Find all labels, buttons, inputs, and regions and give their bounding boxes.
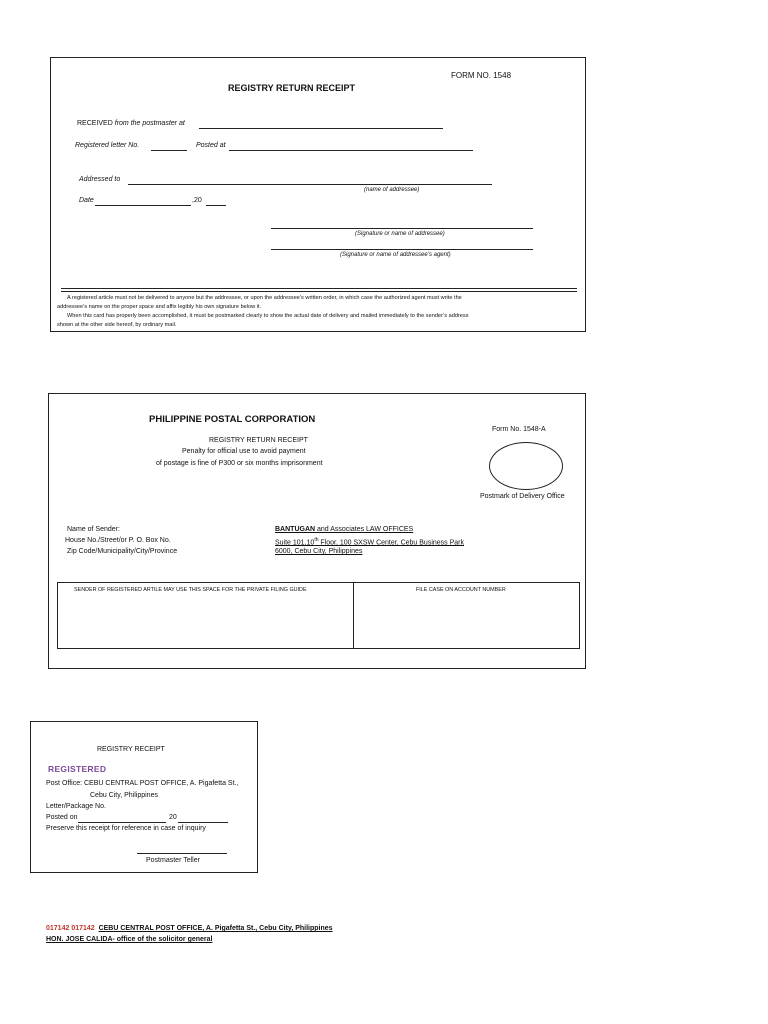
registered-letter-label: Registered letter No. xyxy=(75,142,140,149)
form-title: REGISTRY RETURN RECEIPT xyxy=(209,437,308,444)
filing-box-divider xyxy=(353,583,354,648)
sender-name-bold: BANTUGAN xyxy=(275,526,316,533)
addressee-signature-line[interactable] xyxy=(271,228,533,229)
signature-addressee-caption: (Signature or name of addressee) xyxy=(355,231,445,237)
footer-addressee: HON. JOSE CALIDA- office of the solicitor general xyxy=(46,936,213,943)
tracking-number-2: 017142 xyxy=(71,925,95,932)
form-number: Form No. 1548-A xyxy=(492,426,546,433)
form-title: REGISTRY RETURN RECEIPT xyxy=(228,83,356,93)
organization-name: PHILIPPINE POSTAL CORPORATION xyxy=(149,414,316,425)
teller-signature-line[interactable] xyxy=(137,853,227,854)
signature-agent-caption: (Signature or name of addressee’s agent) xyxy=(340,252,451,258)
notice-line-3: When this card has properly been accomplished, it must be postmarked clearly to show the actual date of delivery and mailed immediately to the sender’s address xyxy=(67,313,469,319)
post-office-line: Post Office: CEBU CENTRAL POST OFFICE, A. Pigafetta St., xyxy=(46,780,239,787)
postmark-oval xyxy=(489,442,563,490)
date-line[interactable] xyxy=(95,205,191,206)
penalty-line-1: Penalty for official use to avoid payment xyxy=(182,448,306,455)
posted-at-line[interactable] xyxy=(229,150,473,151)
penalty-line-2: of postage is fine of P300 or six months imprisonment xyxy=(156,460,323,467)
registered-letter-line[interactable] xyxy=(151,150,187,151)
sender-name-value xyxy=(275,526,413,533)
year-line[interactable] xyxy=(206,205,226,206)
sender-name-rest: and Associates LAW OFFICES xyxy=(315,526,414,533)
sender-addr-start: Suite 101,10 xyxy=(275,539,315,547)
filing-box[interactable] xyxy=(57,582,580,649)
teller-caption: Postmaster Teller xyxy=(146,857,200,864)
footer-line-1 xyxy=(46,925,333,932)
posted-year: 20 xyxy=(169,814,177,821)
received-rest: from the postmaster at xyxy=(114,120,185,127)
registry-return-receipt-form-1548a xyxy=(48,393,586,669)
divider-top xyxy=(61,288,577,289)
receipt-title: REGISTRY RECEIPT xyxy=(97,746,165,753)
filing-guide-text: SENDER OF REGISTERED ARTILE MAY USE THIS SPACE FOR THE PRIVATE FILING GUIDE xyxy=(74,587,307,593)
sender-zip-label: Zip Code/Municipality/City/Province xyxy=(67,548,178,555)
footer-address: CEBU CENTRAL POST OFFICE, A. Pigafetta St., Cebu City, Philippines xyxy=(98,925,333,932)
preserve-note: Preserve this receipt for reference in case of inquiry xyxy=(46,825,206,832)
posted-on-line[interactable] xyxy=(78,822,166,823)
addressed-to-line[interactable] xyxy=(128,184,492,185)
divider-bottom xyxy=(61,291,577,292)
agent-signature-line[interactable] xyxy=(271,249,533,250)
sender-street-label: House No./Street/or P. O. Box No. xyxy=(65,537,171,544)
sender-name-label: Name of Sender: xyxy=(67,526,120,533)
registry-receipt xyxy=(30,721,258,873)
form-number: FORM NO. 1548 xyxy=(451,71,512,80)
addressed-to-label: Addressed to xyxy=(79,176,121,183)
received-row xyxy=(77,120,185,127)
posted-at-label: Posted at xyxy=(196,142,226,149)
postmark-caption: Postmark of Delivery Office xyxy=(480,493,565,500)
sender-street-value xyxy=(275,537,464,546)
posted-year-line[interactable] xyxy=(178,822,228,823)
notice-line-2: addressee’s name on the proper space and affix legibly his own signature below it. xyxy=(57,304,262,310)
post-office-city: Cebu City, Philippines xyxy=(90,792,158,799)
notice-line-1: A registered article must not be delivered to anyone but the addressee, or upon the addressee’s written order, in which case the authorized agent must write the xyxy=(67,295,462,301)
posted-on-label: Posted on xyxy=(46,814,78,821)
sender-addr-end: Floor, 100 SXSW Center, Cebu Business Park xyxy=(318,539,464,547)
date-label: Date xyxy=(79,197,94,204)
received-label: RECEIVED xyxy=(77,120,113,127)
file-case-text: FILE CASE ON ACCOUNT NUMBER xyxy=(416,587,506,593)
tracking-number-1: 017142 xyxy=(46,925,70,932)
letter-package-label: Letter/Package No. xyxy=(46,803,106,810)
registered-stamp: REGISTERED xyxy=(48,764,107,774)
registry-return-receipt-form-1548 xyxy=(50,57,586,332)
sender-addr-sup: th xyxy=(314,537,319,543)
received-line[interactable] xyxy=(199,128,443,129)
sender-city-value: 6000, Cebu City, Philippines xyxy=(275,548,363,555)
notice-line-4: shown at the other side hereof, by ordinary mail. xyxy=(57,322,177,328)
name-of-addressee-caption: (name of addressee) xyxy=(364,187,420,193)
year-prefix: ,20 xyxy=(192,197,202,204)
